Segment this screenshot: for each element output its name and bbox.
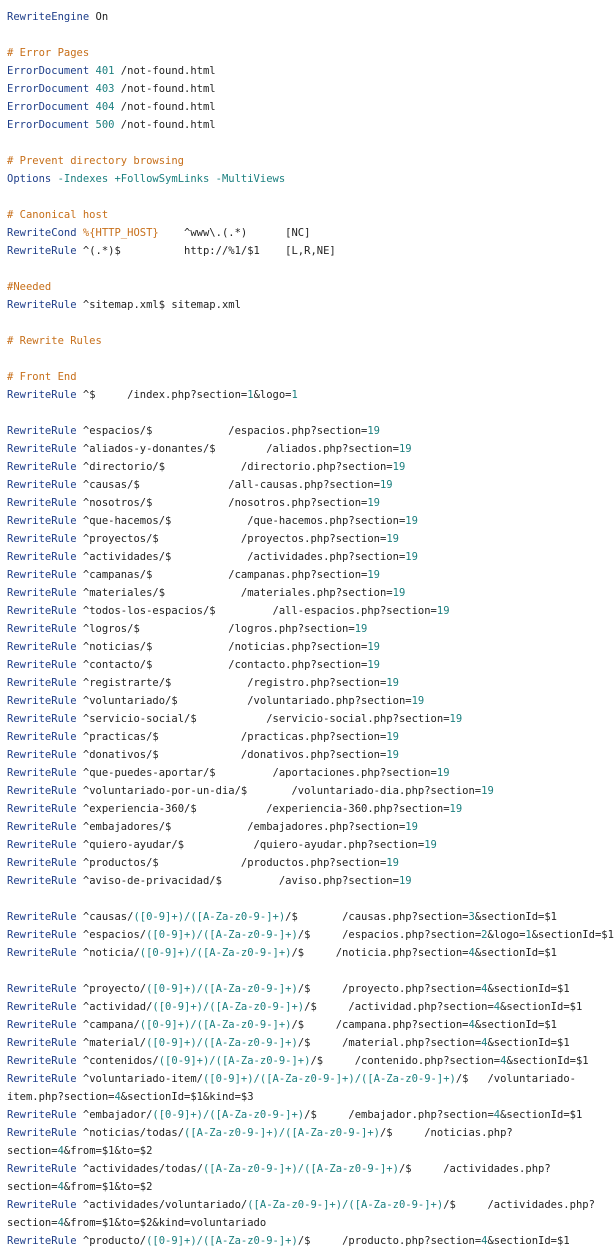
- code-line: [7, 494, 595, 512]
- directive-token: RewriteRule: [7, 461, 77, 473]
- blank-line: [7, 890, 595, 908]
- text-token: ^experiencia-360/$ /experiencia-360.php?section=: [76, 803, 450, 815]
- directive-token: RewriteRule: [7, 1163, 77, 1175]
- code-line: [7, 728, 595, 746]
- directive-token: RewriteRule: [7, 587, 77, 599]
- code-line: [7, 170, 595, 188]
- value-token: 19: [392, 587, 406, 599]
- text-token: ^proyecto/: [76, 983, 147, 995]
- blank-line: [7, 188, 595, 206]
- directive-token: RewriteRule: [7, 947, 77, 959]
- directive-token: RewriteRule: [7, 1019, 77, 1031]
- directive-token: RewriteRule: [7, 389, 77, 401]
- text-token: /$ /actividades.php?: [443, 1199, 595, 1211]
- value-token: 4: [481, 983, 488, 995]
- text-token: &logo=: [487, 929, 526, 941]
- value-token: 19: [386, 749, 399, 761]
- directive-token: RewriteRule: [7, 641, 77, 653]
- code-line: [7, 1214, 595, 1232]
- text-token: /$ /voluntariado-: [455, 1073, 576, 1085]
- code-line: [7, 1034, 595, 1052]
- value-token: ([0-9]+)/([A-Za-z0-9-]+): [152, 1001, 305, 1013]
- value-token: 1: [525, 929, 532, 941]
- blank-line: [7, 350, 595, 368]
- code-line: [7, 476, 595, 494]
- value-token: ([0-9]+)/([A-Za-z0-9-]+): [139, 947, 292, 959]
- code-line: [7, 368, 595, 386]
- code-line: [7, 944, 595, 962]
- text-token: /$ /contenido.php?section=: [310, 1055, 501, 1067]
- text-token: &sectionId=$1: [474, 911, 558, 923]
- code-line: [7, 1106, 595, 1124]
- comment-token: # Error Pages: [7, 47, 90, 59]
- value-token: 4: [468, 947, 475, 959]
- comment-token: %{HTTP_HOST}: [82, 227, 159, 239]
- comment-token: # Front End: [7, 371, 77, 383]
- directive-token: RewriteRule: [7, 821, 77, 833]
- directive-token: RewriteRule: [7, 1037, 77, 1049]
- code-line: [7, 206, 595, 224]
- blank-line: [7, 314, 595, 332]
- directive-token: RewriteRule: [7, 983, 77, 995]
- directive-token: RewriteRule: [7, 767, 77, 779]
- text-token: &sectionId=$1: [506, 1055, 589, 1067]
- value-token: 4: [57, 1217, 64, 1229]
- text-token: ^espacios/: [76, 929, 147, 941]
- code-line: [7, 980, 595, 998]
- code-line: [7, 1052, 595, 1070]
- text-token: /not-found.html: [114, 83, 216, 95]
- text-token: &from=$1&to=$2: [63, 1181, 153, 1193]
- value-token: 4: [500, 1055, 507, 1067]
- value-token: 4: [493, 1109, 501, 1121]
- directive-token: RewriteRule: [7, 911, 77, 923]
- text-token: ^productos/$ /productos.php?section=: [76, 857, 387, 869]
- value-token: ([0-9]+)/([A-Za-z0-9-]+): [146, 929, 298, 941]
- value-token: 4: [57, 1181, 64, 1193]
- comment-token: #Needed: [7, 281, 52, 293]
- text-token: ^proyectos/$ /proyectos.php?section=: [76, 533, 387, 545]
- value-token: 19: [379, 479, 393, 491]
- value-token: 19: [436, 767, 450, 779]
- text-token: ^voluntariado-por-un-dia/$ /voluntariado-dia.php?section=: [76, 785, 482, 797]
- text-token: ^quiero-ayudar/$ /quiero-ayudar.php?section=: [76, 839, 425, 851]
- value-token: 401: [95, 65, 115, 77]
- value-token: 4: [493, 1001, 501, 1013]
- code-line: [7, 8, 595, 26]
- code-line: [7, 908, 595, 926]
- text-token: ^actividad/: [76, 1001, 153, 1013]
- directive-token: RewriteRule: [7, 1055, 77, 1067]
- text-token: &logo=: [253, 389, 292, 401]
- code-line: [7, 1124, 595, 1142]
- directive-token: RewriteRule: [7, 713, 77, 725]
- text-token: &sectionId=$1: [487, 1235, 570, 1247]
- text-token: &sectionId=$1: [487, 983, 570, 995]
- directive-token: RewriteRule: [7, 1001, 77, 1013]
- text-token: ^causas/$ /all-causas.php?section=: [76, 479, 380, 491]
- blank-line: [7, 26, 595, 44]
- code-line: [7, 674, 595, 692]
- text-token: ^contenidos/: [76, 1055, 159, 1067]
- value-token: 19: [386, 677, 399, 689]
- value-token: 19: [398, 443, 412, 455]
- directive-token: RewriteRule: [7, 749, 77, 761]
- text-token: &sectionId=$1: [474, 947, 558, 959]
- code-line: [7, 62, 595, 80]
- directive-token: RewriteRule: [7, 659, 77, 671]
- text-token: section=: [7, 1217, 58, 1229]
- directive-token: RewriteRule: [7, 569, 77, 581]
- directive-token: RewriteRule: [7, 1109, 77, 1121]
- directive-token: RewriteRule: [7, 623, 77, 635]
- value-token: 1: [291, 389, 298, 401]
- directive-token: RewriteRule: [7, 299, 77, 311]
- text-token: ^contacto/$ /contacto.php?section=: [76, 659, 368, 671]
- text-token: On: [89, 11, 109, 23]
- code-line: [7, 512, 595, 530]
- text-token: ^materiales/$ /materiales.php?section=: [76, 587, 393, 599]
- code-line: [7, 854, 595, 872]
- directive-token: ErrorDocument: [7, 65, 90, 77]
- value-token: 4: [481, 1037, 488, 1049]
- directive-token: RewriteRule: [7, 245, 77, 257]
- text-token: /$ /embajador.php?section=: [304, 1109, 494, 1121]
- value-token: 19: [481, 785, 494, 797]
- text-token: /$ /espacios.php?section=: [297, 929, 482, 941]
- text-token: ^noticias/todas/: [76, 1127, 185, 1139]
- text-token: /$ /producto.php?section=: [297, 1235, 482, 1247]
- code-line: [7, 1070, 595, 1088]
- code-line: [7, 278, 595, 296]
- code-line: [7, 458, 595, 476]
- value-token: ([A-Za-z0-9-]+)/([A-Za-z0-9-]+): [247, 1199, 444, 1211]
- code-line: [7, 836, 595, 854]
- text-token: /not-found.html: [114, 119, 216, 131]
- value-token: 19: [405, 821, 418, 833]
- code-line: [7, 638, 595, 656]
- value-token: ([0-9]+)/([A-Za-z0-9-]+): [146, 1037, 298, 1049]
- value-token: 19: [386, 731, 399, 743]
- text-token: ^directorio/$ /directorio.php?section=: [76, 461, 393, 473]
- code-line: [7, 1178, 595, 1196]
- value-token: 403: [95, 83, 115, 95]
- comment-token: # Prevent directory browsing: [7, 155, 185, 167]
- code-line: [7, 242, 595, 260]
- value-token: 19: [367, 497, 380, 509]
- text-token: ^logros/$ /logros.php?section=: [76, 623, 355, 635]
- text-token: &sectionId=$1&kind=$3: [120, 1091, 254, 1103]
- value-token: 19: [386, 533, 399, 545]
- code-line: [7, 296, 595, 314]
- code-line: [7, 80, 595, 98]
- value-token: 404: [95, 101, 115, 113]
- text-token: ^noticias/$ /noticias.php?section=: [76, 641, 368, 653]
- text-token: &from=$1&to=$2&kind=voluntariado: [63, 1217, 267, 1229]
- directive-token: RewriteRule: [7, 497, 77, 509]
- text-token: /$ /proyecto.php?section=: [297, 983, 482, 995]
- text-token: &sectionId=$1: [500, 1001, 583, 1013]
- value-token: 19: [436, 605, 450, 617]
- text-token: ^producto/: [76, 1235, 147, 1247]
- text-token: /$ /causas.php?section=: [285, 911, 469, 923]
- blank-line: [7, 404, 595, 422]
- code-line: [7, 602, 595, 620]
- value-token: -Indexes +FollowSymLinks -MultiViews: [57, 173, 286, 185]
- value-token: 19: [449, 803, 463, 815]
- code-line: [7, 548, 595, 566]
- value-token: 19: [449, 713, 463, 725]
- directive-token: RewriteRule: [7, 479, 77, 491]
- directive-token: RewriteRule: [7, 605, 77, 617]
- text-token: ^embajador/: [76, 1109, 153, 1121]
- text-token: /$ /noticia.php?section=: [291, 947, 469, 959]
- directive-token: RewriteCond: [7, 227, 77, 239]
- directive-token: ErrorDocument: [7, 119, 90, 131]
- blank-line: [7, 260, 595, 278]
- value-token: 19: [367, 659, 380, 671]
- directive-token: RewriteRule: [7, 551, 77, 563]
- blank-line: [7, 962, 595, 980]
- value-token: ([0-9]+)/([A-Za-z0-9-]+): [152, 1109, 305, 1121]
- code-line: [7, 530, 595, 548]
- text-token: ^todos-los-espacios/$ /all-espacios.php?section=: [76, 605, 437, 617]
- code-line: [7, 926, 614, 944]
- directive-token: RewriteRule: [7, 1199, 77, 1211]
- text-token: section=: [7, 1145, 58, 1157]
- code-line: [7, 152, 595, 170]
- value-token: 1: [247, 389, 254, 401]
- value-token: 19: [386, 857, 399, 869]
- text-token: /$ /noticias.php?: [379, 1127, 513, 1139]
- value-token: 4: [468, 1019, 475, 1031]
- code-line: [7, 746, 595, 764]
- code-line: [7, 1142, 595, 1160]
- text-token: ^(.*)$ http://%1/$1 [L,R,NE]: [76, 245, 336, 257]
- text-token: ^campana/: [76, 1019, 140, 1031]
- text-token: ^aviso-de-privacidad/$ /aviso.php?section=: [76, 875, 399, 887]
- code-line: [7, 1160, 595, 1178]
- directive-token: RewriteRule: [7, 857, 77, 869]
- code-line: [7, 998, 595, 1016]
- directive-token: RewriteRule: [7, 731, 77, 743]
- directive-token: RewriteRule: [7, 803, 77, 815]
- value-token: 19: [405, 551, 418, 563]
- directive-token: RewriteEngine: [7, 11, 90, 23]
- code-line: [7, 1232, 595, 1250]
- code-line: [7, 1196, 595, 1214]
- directive-token: RewriteRule: [7, 515, 77, 527]
- value-token: 4: [114, 1091, 121, 1103]
- code-line: [7, 566, 595, 584]
- value-token: ([0-9]+)/([A-Za-z0-9-]+): [133, 911, 286, 923]
- code-line: [7, 782, 595, 800]
- directive-token: RewriteRule: [7, 425, 77, 437]
- code-line: [7, 116, 595, 134]
- value-token: ([0-9]+)/([A-Za-z0-9-]+): [139, 1019, 292, 1031]
- text-token: ^www\.(.*) [NC]: [158, 227, 311, 239]
- text-token: ^voluntariado-item/: [76, 1073, 203, 1085]
- code-line: [7, 620, 595, 638]
- text-token: ^registrarte/$ /registro.php?section=: [76, 677, 387, 689]
- text-token: item.php?section=: [7, 1091, 115, 1103]
- text-token: &sectionId=$1: [531, 929, 614, 941]
- code-line: [7, 224, 595, 242]
- text-token: ^sitemap.xml$ sitemap.xml: [76, 299, 241, 311]
- comment-token: # Canonical host: [7, 209, 109, 221]
- text-token: ^actividades/todas/: [76, 1163, 203, 1175]
- value-token: 19: [424, 839, 437, 851]
- directive-token: RewriteRule: [7, 443, 77, 455]
- code-line: [7, 440, 595, 458]
- code-line: [7, 332, 595, 350]
- directive-token: RewriteRule: [7, 695, 77, 707]
- value-token: 2: [481, 929, 488, 941]
- code-line: [7, 98, 595, 116]
- text-token: ^donativos/$ /donativos.php?section=: [76, 749, 387, 761]
- code-line: [7, 656, 595, 674]
- text-token: /$ /actividades.php?: [398, 1163, 551, 1175]
- text-token: ^practicas/$ /practicas.php?section=: [76, 731, 387, 743]
- value-token: 500: [95, 119, 115, 131]
- text-token: &sectionId=$1: [487, 1037, 570, 1049]
- value-token: 19: [411, 695, 425, 707]
- value-token: 19: [398, 875, 412, 887]
- value-token: 3: [468, 911, 475, 923]
- text-token: ^actividades/$ /actividades.php?section=: [76, 551, 406, 563]
- text-token: ^actividades/voluntariado/: [76, 1199, 248, 1211]
- value-token: 19: [392, 461, 406, 473]
- text-token: /$ /material.php?section=: [297, 1037, 482, 1049]
- blank-line: [7, 134, 595, 152]
- text-token: ^campanas/$ /campanas.php?section=: [76, 569, 368, 581]
- code-line: [7, 1016, 595, 1034]
- value-token: ([0-9]+)/([A-Za-z0-9-]+): [146, 1235, 298, 1247]
- code-line: [7, 44, 595, 62]
- code-line: [7, 584, 595, 602]
- text-token: /$ /actividad.php?section=: [304, 1001, 494, 1013]
- value-token: 4: [481, 1235, 488, 1247]
- text-token: section=: [7, 1181, 58, 1193]
- directive-token: RewriteRule: [7, 785, 77, 797]
- text-token: /not-found.html: [114, 101, 216, 113]
- text-token: &sectionId=$1: [474, 1019, 558, 1031]
- value-token: 19: [367, 425, 380, 437]
- text-token: ^material/: [76, 1037, 147, 1049]
- text-token: ^causas/: [76, 911, 134, 923]
- text-token: ^voluntariado/$ /voluntariado.php?section=: [76, 695, 412, 707]
- text-token: /not-found.html: [114, 65, 216, 77]
- value-token: ([0-9]+)/([A-Za-z0-9-]+): [158, 1055, 311, 1067]
- value-token: ([A-Za-z0-9-]+)/([A-Za-z0-9-]+): [184, 1127, 380, 1139]
- text-token: &from=$1&to=$2: [63, 1145, 153, 1157]
- code-line: [7, 386, 595, 404]
- code-line: [7, 764, 595, 782]
- text-token: ^que-hacemos/$ /que-hacemos.php?section=: [76, 515, 406, 527]
- value-token: 19: [354, 623, 368, 635]
- directive-token: RewriteRule: [7, 875, 77, 887]
- directive-token: ErrorDocument: [7, 101, 90, 113]
- code-line: [7, 818, 595, 836]
- directive-token: ErrorDocument: [7, 83, 90, 95]
- value-token: ([A-Za-z0-9-]+)/([A-Za-z0-9-]+): [202, 1163, 399, 1175]
- code-line: [7, 1088, 595, 1106]
- value-token: 4: [57, 1145, 64, 1157]
- value-token: ([0-9]+)/([A-Za-z0-9-]+): [146, 983, 298, 995]
- code-line: [7, 710, 595, 728]
- text-token: ^noticia/: [76, 947, 140, 959]
- directive-token: RewriteRule: [7, 1127, 77, 1139]
- text-token: ^embajadores/$ /embajadores.php?section=: [76, 821, 406, 833]
- text-token: /$ /campana.php?section=: [291, 1019, 469, 1031]
- directive-token: RewriteRule: [7, 839, 77, 851]
- directive-token: RewriteRule: [7, 533, 77, 545]
- value-token: 19: [367, 641, 380, 653]
- text-token: ^aliados-y-donantes/$ /aliados.php?section=: [76, 443, 399, 455]
- text-token: ^que-puedes-aportar/$ /aportaciones.php?section=: [76, 767, 437, 779]
- text-token: &sectionId=$1: [500, 1109, 583, 1121]
- comment-token: # Rewrite Rules: [7, 335, 102, 347]
- text-token: ^servicio-social/$ /servicio-social.php?section=: [76, 713, 450, 725]
- code-line: [7, 692, 595, 710]
- code-line: [7, 800, 595, 818]
- code-line: [7, 872, 595, 890]
- directive-token: RewriteRule: [7, 1073, 77, 1085]
- value-token: ([0-9]+)/([A-Za-z0-9-]+)/([A-Za-z0-9-]+): [202, 1073, 456, 1085]
- htaccess-code-view: [7, 8, 614, 1250]
- text-token: ^$ /index.php?section=: [76, 389, 248, 401]
- text-token: ^espacios/$ /espacios.php?section=: [76, 425, 368, 437]
- directive-token: Options: [7, 173, 52, 185]
- text-token: ^nosotros/$ /nosotros.php?section=: [76, 497, 368, 509]
- code-line: [7, 422, 595, 440]
- value-token: 19: [405, 515, 418, 527]
- directive-token: RewriteRule: [7, 929, 77, 941]
- value-token: 19: [367, 569, 380, 581]
- directive-token: RewriteRule: [7, 677, 77, 689]
- directive-token: RewriteRule: [7, 1235, 77, 1247]
